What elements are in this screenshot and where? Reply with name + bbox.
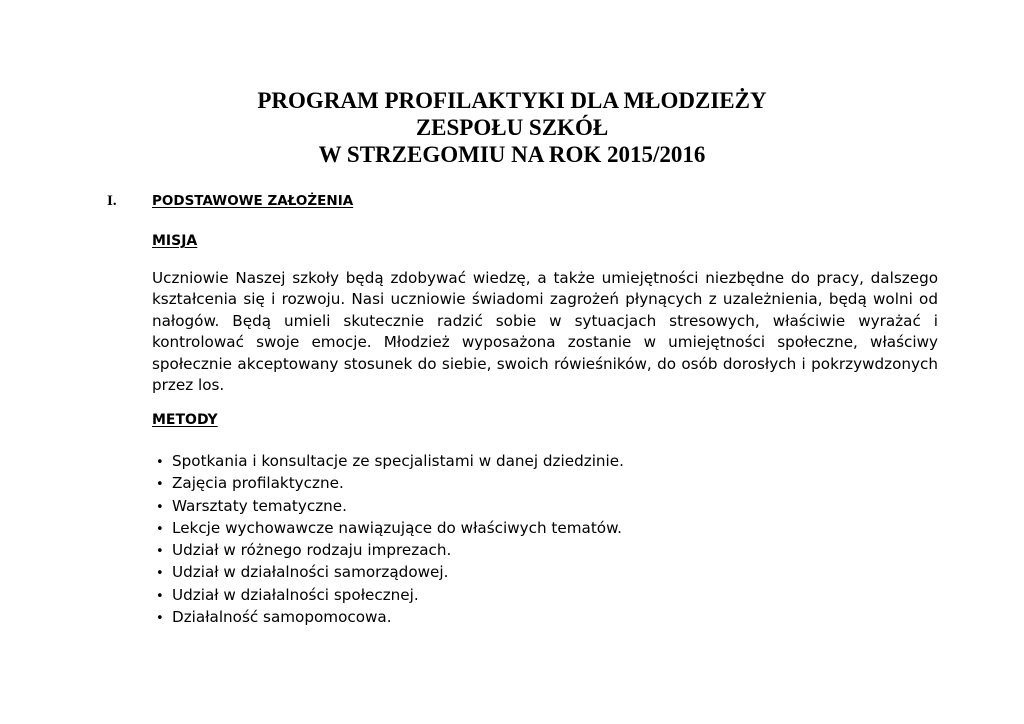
bullet-icon: • [156,521,164,537]
bullet-icon: • [156,499,164,515]
methods-list [156,451,624,629]
list-item-text: Udział w różnego rodzaju imprezach. [172,541,452,560]
document-title [0,87,1024,168]
title-line-3: W STRZEGOMIU NA ROK 2015/2016 [318,142,706,167]
list-item [156,540,624,562]
list-item-text: Warsztaty tematyczne. [172,496,347,515]
misja-heading: MISJA [152,233,198,249]
bullet-icon: • [156,611,164,627]
title-line-1: PROGRAM PROFILAKTYKI DLA MŁODZIEŻY [257,88,767,113]
list-item [156,585,624,607]
section-number: I. [107,193,117,209]
list-item [156,496,624,518]
list-item [156,473,624,495]
list-item-text: Spotkania i konsultacje ze specjalistami w danej dziedzinie. [172,452,624,470]
list-item-text: Lekcje wychowawcze nawiązujące do właściwych tematów. [172,518,622,537]
list-item-text: Udział w działalności samorządowej. [172,563,449,582]
bullet-icon: • [156,477,164,493]
metody-heading: METODY [152,412,218,428]
list-item-text: Działalność samopomocowa. [172,608,392,627]
list-item [156,518,624,540]
list-item-text: Udział w działalności społecznej. [172,585,419,604]
bullet-icon: • [156,588,164,604]
list-item-text: Zajęcia profilaktyczne. [172,474,344,493]
list-item [156,607,624,629]
bullet-icon: • [156,544,164,560]
section-heading: PODSTAWOWE ZAŁOŻENIA [152,193,354,209]
bullet-icon: • [156,455,164,470]
bullet-icon: • [156,566,164,582]
misja-paragraph: Uczniowie Naszej szkoły będą zdobywać wiedzę, a także umiejętności niezbędne do pracy, dalszego kształcenia się i rozwoju. Nasi uczniowie świadomi zagrożeń płynących z uzależnienia, będą wolni od nałogów. Będą umieli skutecznie radzić sobie w sytuacjach stresowych, właściwie wyrażać i kontrolować swoje emocje. Młodzież wyposażona zostanie w umiejętności społeczne, właściwy społecznie akceptowany stosunek do siebie, swoich rówieśników, do osób dorosłych i pokrzywdzonych przez los. [152,269,938,395]
list-item [156,451,624,473]
list-item [156,562,624,584]
title-line-2: ZESPOŁU SZKÓŁ [415,115,609,140]
